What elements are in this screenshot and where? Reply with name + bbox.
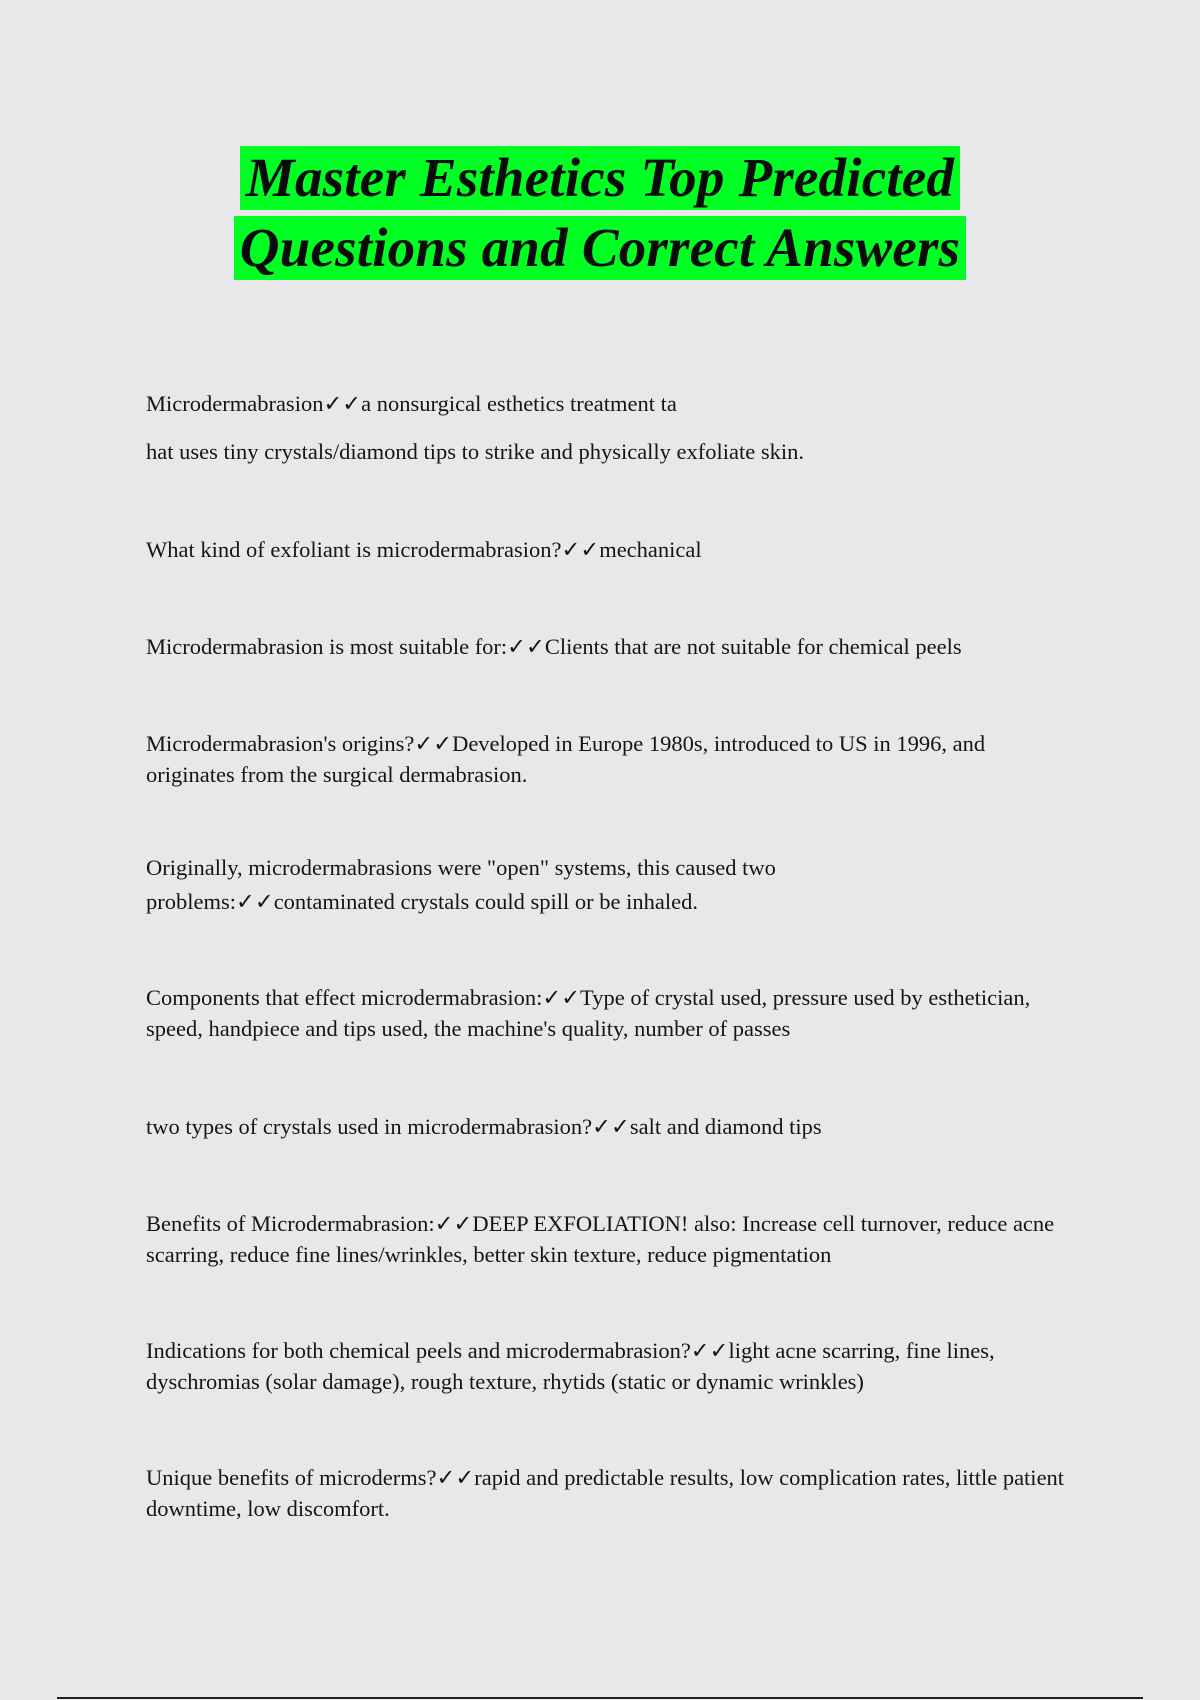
qa-item-2 <box>146 534 1066 565</box>
qa-text: two types of crystals used in microdermabrasion?✓✓salt and diamond tips <box>146 1114 822 1139</box>
qa-text: hat uses tiny crystals/diamond tips to strike and physically exfoliate skin. <box>146 439 805 464</box>
qa-item-9 <box>146 1335 1066 1397</box>
qa-text-line-1: Originally, microdermabrasions were "open" systems, this caused two <box>146 855 776 880</box>
title-line-2: Questions and Correct Answers <box>234 216 966 280</box>
qa-text: What kind of exfoliant is microdermabrasion?✓✓mechanical <box>146 537 702 562</box>
qa-text-line-2: problems:✓✓contaminated crystals could spill or be inhaled. <box>146 889 698 914</box>
title-line-1: Master Esthetics Top Predicted <box>240 146 960 210</box>
qa-item-1-part-2 <box>146 436 1066 467</box>
title-line-1-wrap <box>0 146 1200 216</box>
qa-item-1-part-1 <box>146 388 1066 419</box>
qa-text: Indications for both chemical peels and microdermabrasion?✓✓light acne scarring, fine lines, dyschromias (solar damage), rough texture, rhytids (static or dynamic wrinkles) <box>146 1338 995 1394</box>
qa-item-10 <box>146 1462 1066 1524</box>
qa-item-7 <box>146 1111 1066 1142</box>
qa-text: Benefits of Microdermabrasion:✓✓DEEP EXFOLIATION! also: Increase cell turnover, reduce acne scarring, reduce fine lines/wrinkles, better skin texture, reduce pigmentation <box>146 1211 1055 1267</box>
qa-item-4 <box>146 728 1066 790</box>
qa-item-6 <box>146 982 1066 1044</box>
qa-item-5 <box>146 852 1066 917</box>
qa-text: Components that effect microdermabrasion:✓✓Type of crystal used, pressure used by esthetician, speed, handpiece and tips used, the machine's quality, number of passes <box>146 985 1031 1041</box>
qa-text: Microdermabrasion's origins?✓✓Developed in Europe 1980s, introduced to US in 1996, and originates from the surgical dermabrasion. <box>146 731 986 787</box>
qa-text: Microdermabrasion is most suitable for:✓✓Clients that are not suitable for chemical peels <box>146 634 962 659</box>
document-title <box>0 146 1200 286</box>
qa-item-8 <box>146 1208 1066 1270</box>
title-line-2-wrap <box>0 216 1200 286</box>
bottom-divider <box>57 1697 1143 1699</box>
qa-text: Unique benefits of microderms?✓✓rapid and predictable results, low complication rates, little patient downtime, low discomfort. <box>146 1465 1065 1521</box>
qa-text: Microdermabrasion✓✓a nonsurgical esthetics treatment ta <box>146 391 677 416</box>
qa-item-3 <box>146 631 1066 662</box>
